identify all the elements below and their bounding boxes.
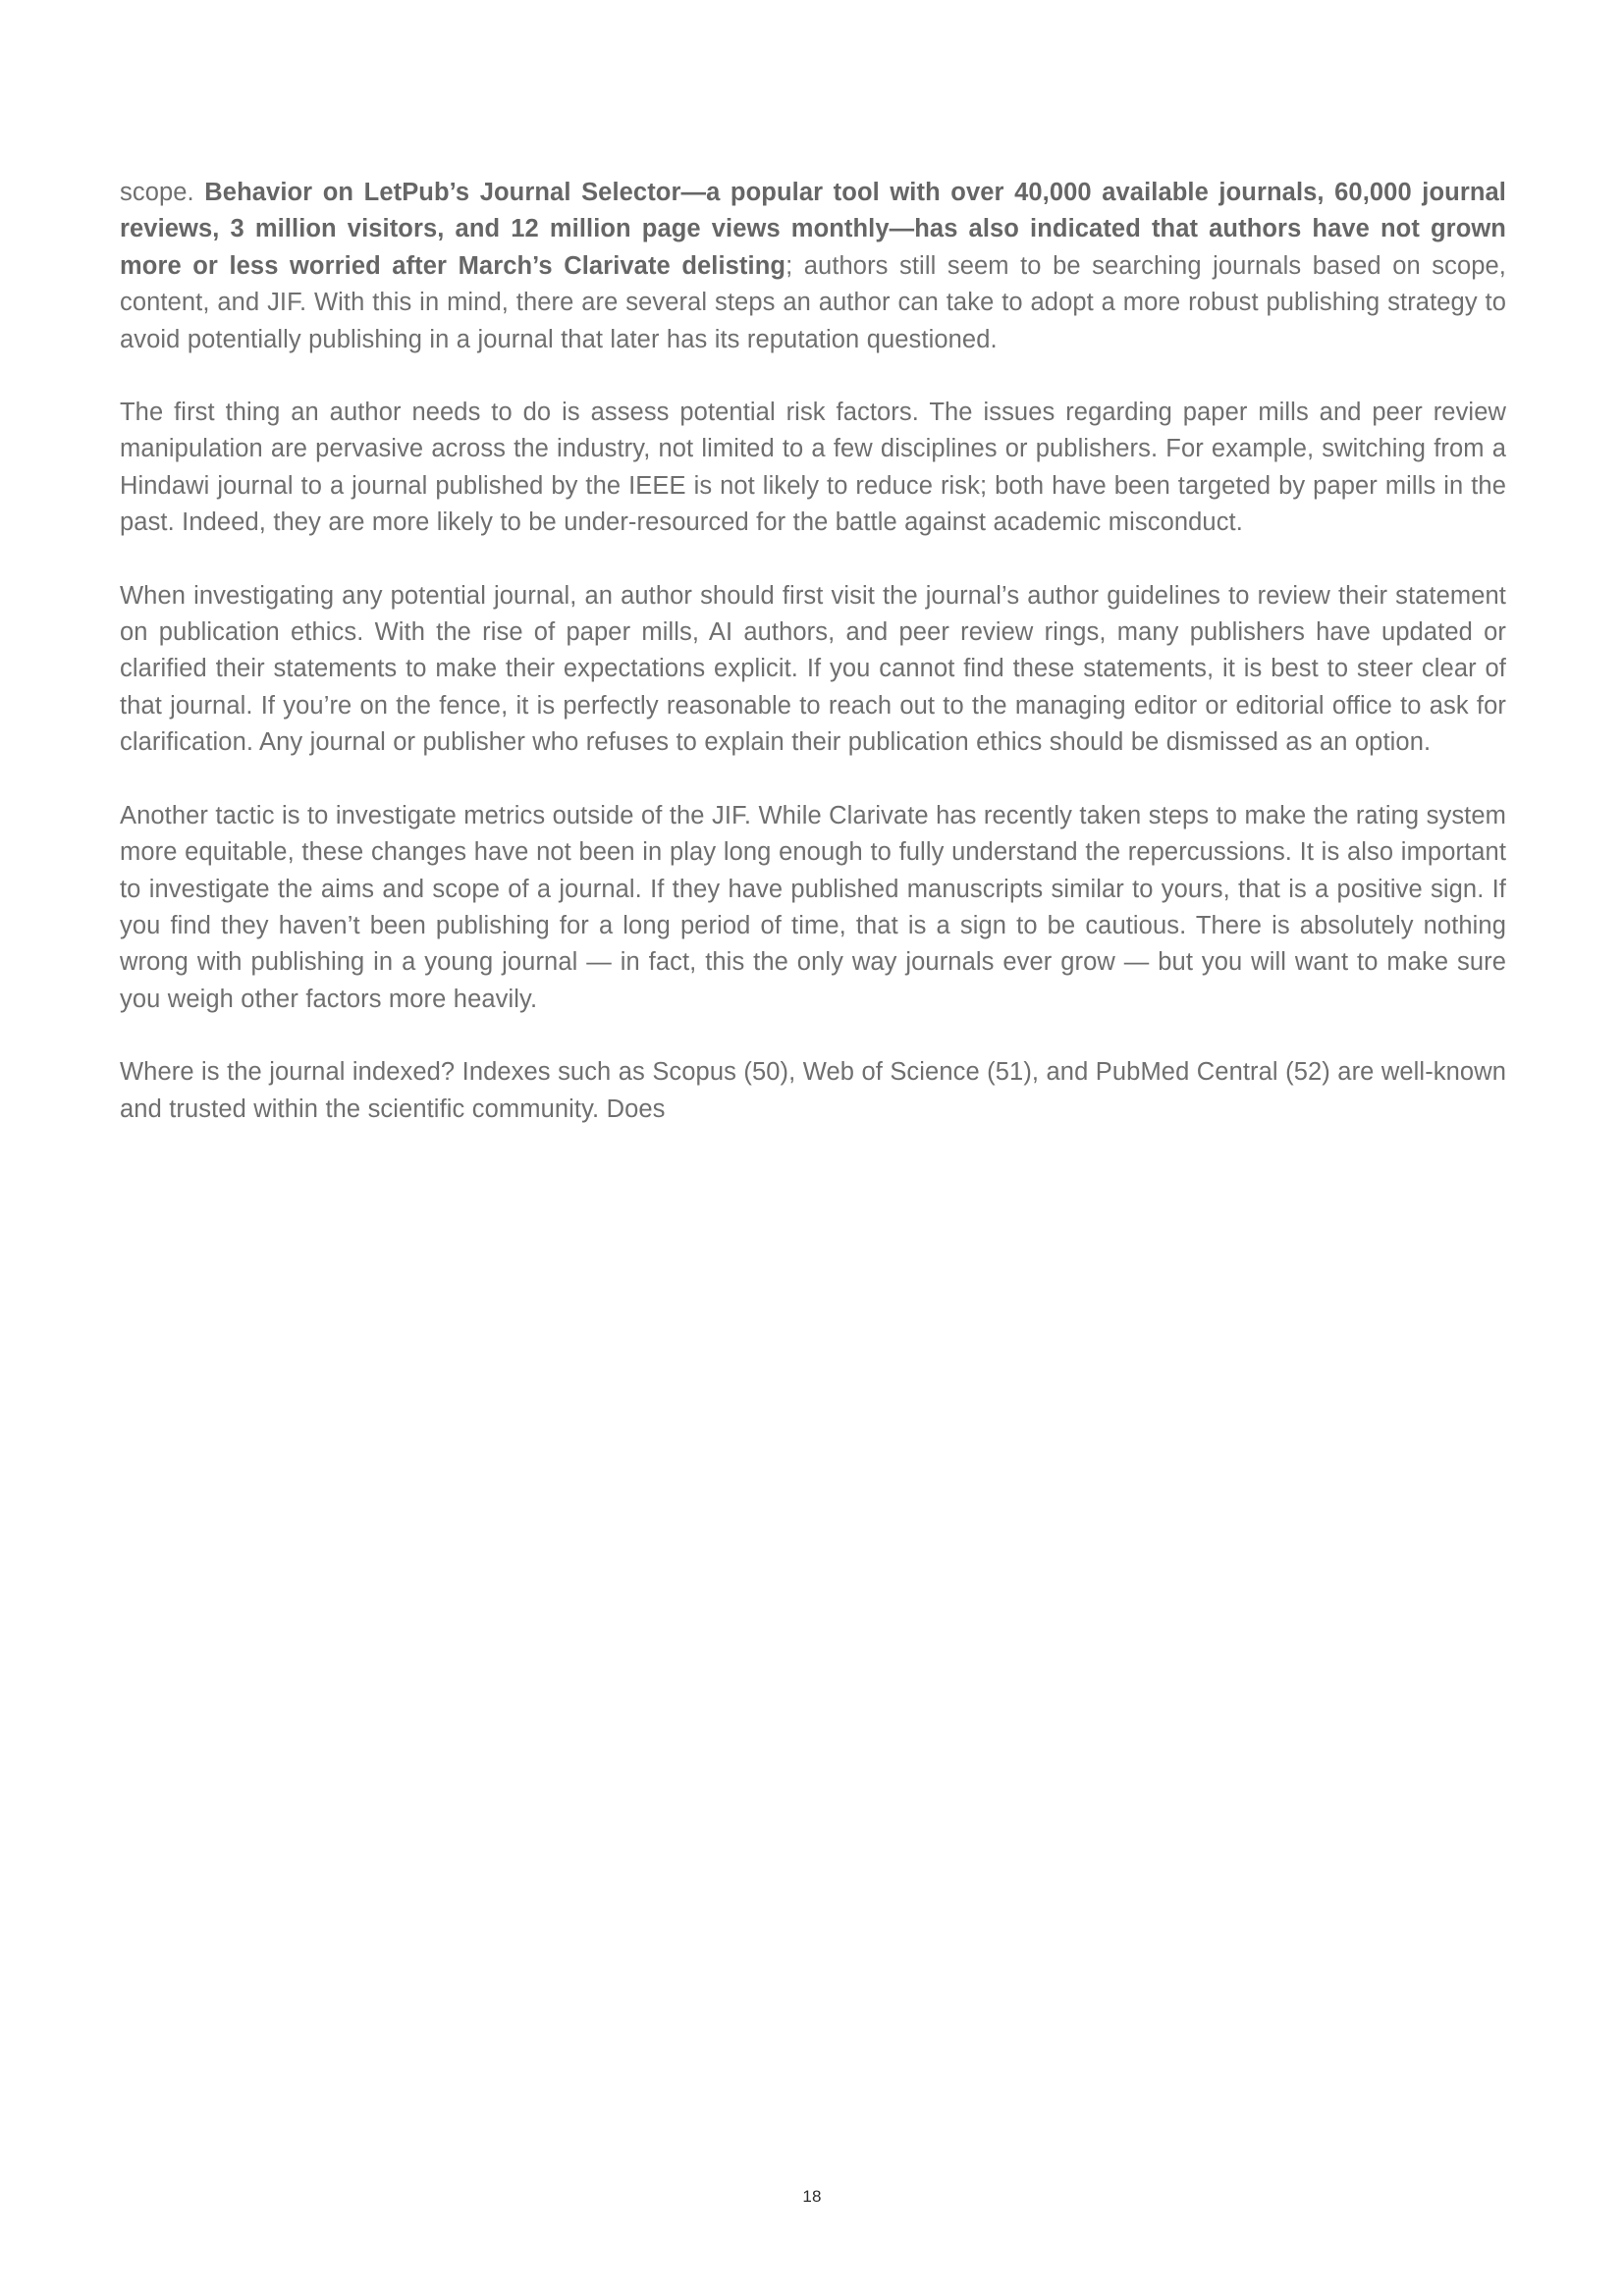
paragraph-2 [120,395,1506,542]
paragraph-1-run-3: ; authors still seem to be searching journals based on scope, content, and JIF. With this in mind, there are several steps an author can take to adopt a more robust publishing strategy to avoid potentially publishing in a journal that later has its reputation questioned. [120,251,1506,353]
paragraph-3-run-1: When investigating any potential journal, an author should first visit the journal’s author guidelines to review their statement on publication ethics. With the rise of paper mills, AI authors, and peer review rings, many publishers have updated or clarified their statements to make their expectations explicit. If you cannot find these statements, it is best to steer clear of that journal. If you’re on the fence, it is perfectly reasonable to reach out to the managing editor or editorial office to ask for clarification. Any journal or publisher who refuses to explain their publication ethics should be dismissed as an option. [120,581,1506,757]
page-footer [0,2187,1624,2207]
paragraph-4-run-1: Another tactic is to investigate metrics outside of the JIF. While Clarivate has recently taken steps to make the rating system more equitable, these changes have not been in play long enough to fully understand the repercussions. It is also important to investigate the aims and scope of a journal. If they have published manuscripts similar to yours, that is a positive sign. If you find they haven’t been publishing for a long period of time, that is a sign to be cautious. There is absolutely nothing wrong with publishing in a young journal — in fact, this the only way journals ever grow — but you will want to make sure you weigh other factors more heavily. [120,801,1506,1013]
paragraph-3 [120,578,1506,762]
paragraph-1-run-1: scope. [120,179,205,206]
paragraph-1-bold-run: Behavior on LetPub’s Journal Selector—a popular tool with over 40,000 available journals, 60,000 journal reviews, 3 million visitors, and 12 million page views monthly—has also indicated that authors have not grown more or less worried after March’s Clarivate delisting [120,179,1506,280]
page-number: 18 [802,2187,822,2206]
paragraph-5 [120,1054,1506,1128]
page-body [120,175,1506,1128]
paragraph-2-run-1: The first thing an author needs to do is assess potential risk factors. The issues regarding paper mills and peer review manipulation are pervasive across the industry, not limited to a few disciplines or publishers. For example, switching from a Hindawi journal to a journal published by the IEEE is not likely to reduce risk; both have been targeted by paper mills in the past. Indeed, they are more likely to be under-resourced for the battle against academic misconduct. [120,399,1506,537]
paragraph-4 [120,798,1506,1018]
paragraph-1 [120,175,1506,358]
paragraph-5-run-1: Where is the journal indexed? Indexes such as Scopus (50), Web of Science (51), and PubMed Central (52) are well-known and trusted within the scientific community. Does [120,1058,1506,1123]
